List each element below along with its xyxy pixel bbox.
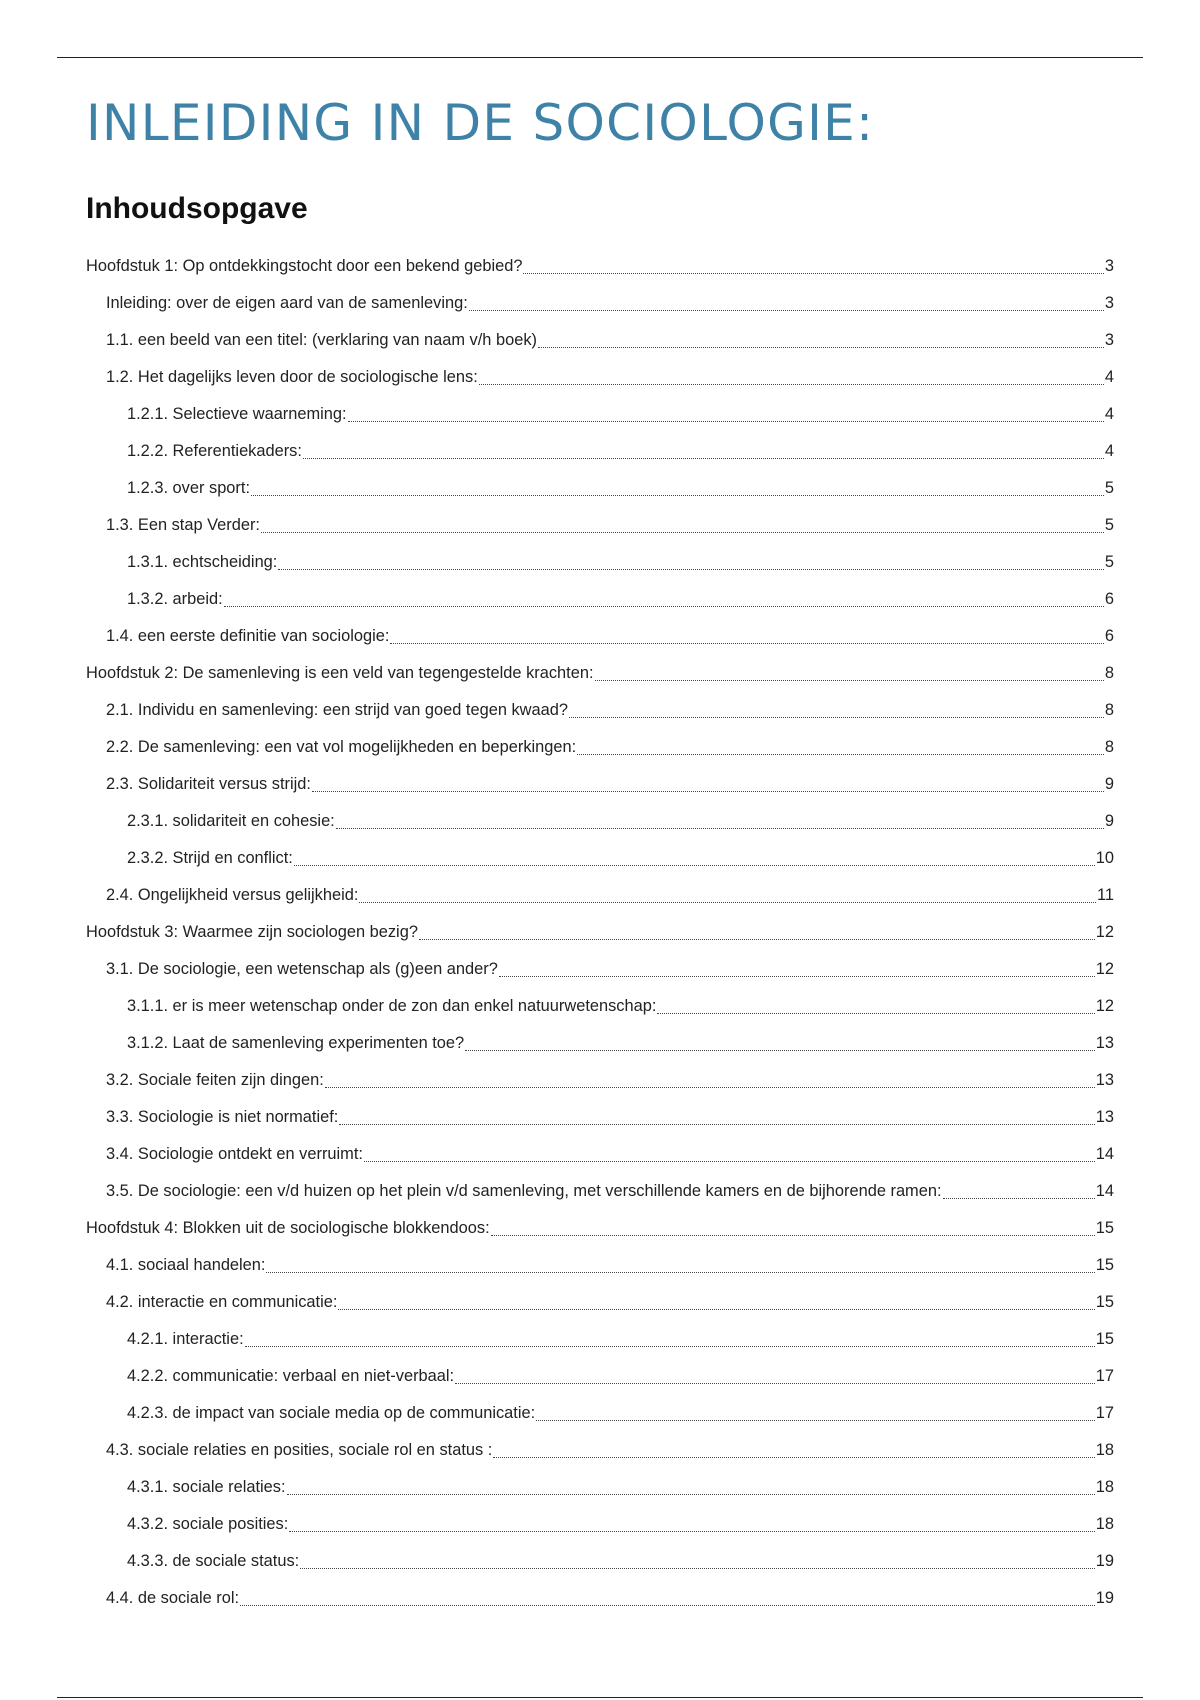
toc-entry[interactable] xyxy=(0,729,1200,766)
toc-entry-label: 4.2.2. communicatie: verbaal en niet-verbaal: xyxy=(127,1367,455,1385)
toc-entry[interactable] xyxy=(0,766,1200,803)
toc-entry-page-number: 10 xyxy=(1095,849,1114,867)
dot-leader xyxy=(595,680,1104,681)
toc-entry[interactable] xyxy=(0,1025,1200,1062)
toc-entry-label: 3.3. Sociologie is niet normatief: xyxy=(106,1108,339,1126)
toc-entry-label: Hoofdstuk 1: Op ontdekkingstocht door een bekend gebied? xyxy=(86,257,523,275)
toc-entry-page-number: 6 xyxy=(1104,590,1114,608)
dot-leader xyxy=(455,1383,1095,1384)
toc-entry-page-number: 15 xyxy=(1095,1219,1114,1237)
dot-leader xyxy=(359,902,1096,903)
toc-entry-label: 4.2.3. de impact van sociale media op de communicatie: xyxy=(127,1404,536,1422)
toc-entry-page-number: 13 xyxy=(1095,1034,1114,1052)
toc-entry-page-number: 19 xyxy=(1095,1589,1114,1607)
toc-entry-label: 4.2. interactie en communicatie: xyxy=(106,1293,338,1311)
dot-leader xyxy=(419,939,1095,940)
dot-leader xyxy=(325,1087,1095,1088)
dot-leader xyxy=(479,384,1104,385)
toc-entry[interactable] xyxy=(0,692,1200,729)
dot-leader xyxy=(339,1124,1094,1125)
toc-entry[interactable] xyxy=(0,396,1200,433)
toc-entry-label: 1.1. een beeld van een titel: (verklaring van naam v/h boek) xyxy=(106,331,537,349)
toc-entry-label: 1.2.3. over sport: xyxy=(127,479,250,497)
toc-entry-label: 2.3.2. Strijd en conflict: xyxy=(127,849,293,867)
dot-leader xyxy=(338,1309,1094,1310)
toc-entry[interactable] xyxy=(0,581,1200,618)
toc-entry[interactable] xyxy=(0,1543,1200,1580)
toc-entry-label: 2.3. Solidariteit versus strijd: xyxy=(106,775,311,793)
dot-leader xyxy=(245,1346,1095,1347)
dot-leader xyxy=(390,643,1103,644)
dot-leader xyxy=(303,458,1104,459)
toc-entry-page-number: 13 xyxy=(1095,1071,1114,1089)
toc-entry-page-number: 12 xyxy=(1095,923,1114,941)
toc-entry[interactable] xyxy=(0,1210,1200,1247)
toc-entry-page-number: 5 xyxy=(1104,516,1114,534)
dot-leader xyxy=(261,532,1104,533)
toc-entry-page-number: 3 xyxy=(1104,257,1114,275)
toc-entry-page-number: 15 xyxy=(1095,1330,1114,1348)
toc-entry[interactable] xyxy=(0,1580,1200,1617)
toc-entry-label: 1.3. Een stap Verder: xyxy=(106,516,260,534)
toc-entry-page-number: 19 xyxy=(1095,1552,1114,1570)
toc-entry-page-number: 17 xyxy=(1095,1404,1114,1422)
dot-leader xyxy=(364,1161,1095,1162)
toc-entry-page-number: 18 xyxy=(1095,1478,1114,1496)
toc-entry-label: 1.2.1. Selectieve waarneming: xyxy=(127,405,347,423)
toc-entry-label: Hoofdstuk 4: Blokken uit de sociologische blokkendoos: xyxy=(86,1219,490,1237)
toc-entry[interactable] xyxy=(0,618,1200,655)
toc-entry-label: 2.3.1. solidariteit en cohesie: xyxy=(127,812,335,830)
toc-entry-label: 3.4. Sociologie ontdekt en verruimt: xyxy=(106,1145,363,1163)
toc-entry[interactable] xyxy=(0,803,1200,840)
toc-entry-label: Hoofdstuk 2: De samenleving is een veld van tegengestelde krachten: xyxy=(86,664,594,682)
toc-entry-page-number: 8 xyxy=(1104,738,1114,756)
toc-entry[interactable] xyxy=(0,433,1200,470)
toc-entry-label: 2.2. De samenleving: een vat vol mogelijkheden en beperkingen: xyxy=(106,738,577,756)
toc-entry-page-number: 5 xyxy=(1104,553,1114,571)
toc-entry-label: 4.1. sociaal handelen: xyxy=(106,1256,266,1274)
toc-entry[interactable] xyxy=(0,1432,1200,1469)
toc-entry[interactable] xyxy=(0,655,1200,692)
dot-leader xyxy=(493,1457,1094,1458)
dot-leader xyxy=(312,791,1104,792)
toc-entry[interactable] xyxy=(0,322,1200,359)
toc-entry-label: 1.4. een eerste definitie van sociologie: xyxy=(106,627,390,645)
toc-entry-page-number: 4 xyxy=(1104,405,1114,423)
toc-entry-page-number: 13 xyxy=(1095,1108,1114,1126)
toc-entry-page-number: 14 xyxy=(1095,1145,1114,1163)
dot-leader xyxy=(289,1531,1095,1532)
toc-entry[interactable] xyxy=(0,1062,1200,1099)
dot-leader xyxy=(499,976,1095,977)
toc-entry[interactable] xyxy=(0,507,1200,544)
toc-entry-label: 1.2.2. Referentiekaders: xyxy=(127,442,302,460)
toc-entry-label: 3.2. Sociale feiten zijn dingen: xyxy=(106,1071,324,1089)
dot-leader xyxy=(287,1494,1095,1495)
toc-entry-label: 4.3.2. sociale posities: xyxy=(127,1515,289,1533)
toc-entry-label: 4.4. de sociale rol: xyxy=(106,1589,240,1607)
toc-entry[interactable] xyxy=(0,1506,1200,1543)
table-of-contents xyxy=(0,248,1200,1617)
toc-entry[interactable] xyxy=(0,1321,1200,1358)
dot-leader xyxy=(657,1013,1094,1014)
toc-entry-page-number: 9 xyxy=(1104,812,1114,830)
toc-entry[interactable] xyxy=(0,1136,1200,1173)
toc-entry-page-number: 6 xyxy=(1104,627,1114,645)
toc-entry[interactable] xyxy=(0,914,1200,951)
toc-entry-label: 2.4. Ongelijkheid versus gelijkheid: xyxy=(106,886,359,904)
toc-entry-page-number: 14 xyxy=(1095,1182,1114,1200)
dot-leader xyxy=(536,1420,1095,1421)
dot-leader xyxy=(538,347,1104,348)
toc-entry[interactable] xyxy=(0,988,1200,1025)
dot-leader xyxy=(240,1605,1095,1606)
toc-entry[interactable] xyxy=(0,1284,1200,1321)
toc-entry[interactable] xyxy=(0,1358,1200,1395)
toc-entry[interactable] xyxy=(0,470,1200,507)
toc-entry-page-number: 9 xyxy=(1104,775,1114,793)
toc-entry[interactable] xyxy=(0,544,1200,581)
toc-entry-label: 4.3. sociale relaties en posities, sociale rol en status : xyxy=(106,1441,493,1459)
toc-entry-label: 1.3.1. echtscheiding: xyxy=(127,553,278,571)
header-rule xyxy=(57,57,1143,58)
dot-leader xyxy=(943,1198,1095,1199)
toc-entry-label: 3.1.2. Laat de samenleving experimenten toe? xyxy=(127,1034,465,1052)
dot-leader xyxy=(348,421,1104,422)
toc-entry-page-number: 18 xyxy=(1095,1515,1114,1533)
toc-entry-page-number: 18 xyxy=(1095,1441,1114,1459)
toc-entry-label: 3.1. De sociologie, een wetenschap als (g)een ander? xyxy=(106,960,498,978)
toc-entry-label: 3.1.1. er is meer wetenschap onder de zon dan enkel natuurwetenschap: xyxy=(127,997,657,1015)
toc-entry[interactable] xyxy=(0,1173,1200,1210)
toc-entry-page-number: 5 xyxy=(1104,479,1114,497)
dot-leader xyxy=(251,495,1104,496)
toc-entry-label: 4.2.1. interactie: xyxy=(127,1330,244,1348)
toc-entry[interactable] xyxy=(0,877,1200,914)
toc-entry[interactable] xyxy=(0,1469,1200,1506)
toc-entry[interactable] xyxy=(0,285,1200,322)
toc-entry[interactable] xyxy=(0,840,1200,877)
toc-entry-label: 1.3.2. arbeid: xyxy=(127,590,223,608)
toc-entry-page-number: 8 xyxy=(1104,701,1114,719)
toc-entry-page-number: 15 xyxy=(1095,1256,1114,1274)
dot-leader xyxy=(300,1568,1095,1569)
dot-leader xyxy=(569,717,1104,718)
toc-heading: Inhoudsopgave xyxy=(86,192,308,225)
toc-entry-page-number: 15 xyxy=(1095,1293,1114,1311)
toc-entry-page-number: 4 xyxy=(1104,442,1114,460)
dot-leader xyxy=(577,754,1104,755)
toc-entry[interactable] xyxy=(0,359,1200,396)
dot-leader xyxy=(294,865,1095,866)
dot-leader xyxy=(336,828,1104,829)
toc-entry-label: 4.3.1. sociale relaties: xyxy=(127,1478,286,1496)
toc-entry[interactable] xyxy=(0,248,1200,285)
toc-entry-page-number: 8 xyxy=(1104,664,1114,682)
dot-leader xyxy=(266,1272,1094,1273)
toc-entry[interactable] xyxy=(0,1247,1200,1284)
toc-entry[interactable] xyxy=(0,1099,1200,1136)
dot-leader xyxy=(491,1235,1095,1236)
dot-leader xyxy=(465,1050,1095,1051)
toc-entry-page-number: 12 xyxy=(1095,960,1114,978)
footer-rule xyxy=(57,1697,1143,1698)
toc-entry-label: 2.1. Individu en samenleving: een strijd van goed tegen kwaad? xyxy=(106,701,568,719)
toc-entry-label: Hoofdstuk 3: Waarmee zijn sociologen bezig? xyxy=(86,923,418,941)
dot-leader xyxy=(469,310,1104,311)
toc-entry-page-number: 3 xyxy=(1104,294,1114,312)
document-title: INLEIDING IN DE SOCIOLOGIE: xyxy=(86,94,875,152)
toc-entry-label: Inleiding: over de eigen aard van de samenleving: xyxy=(106,294,468,312)
toc-entry-label: 3.5. De sociologie: een v/d huizen op het plein v/d samenleving, met verschillende kamers en de bijhorende ramen: xyxy=(106,1182,942,1200)
dot-leader xyxy=(523,273,1103,274)
toc-entry[interactable] xyxy=(0,1395,1200,1432)
toc-entry-page-number: 4 xyxy=(1104,368,1114,386)
toc-entry[interactable] xyxy=(0,951,1200,988)
toc-entry-label: 4.3.3. de sociale status: xyxy=(127,1552,300,1570)
toc-entry-page-number: 3 xyxy=(1104,331,1114,349)
dot-leader xyxy=(278,569,1104,570)
toc-entry-page-number: 12 xyxy=(1095,997,1114,1015)
toc-entry-page-number: 17 xyxy=(1095,1367,1114,1385)
toc-entry-label: 1.2. Het dagelijks leven door de sociologische lens: xyxy=(106,368,478,386)
dot-leader xyxy=(224,606,1104,607)
toc-entry-page-number: 11 xyxy=(1096,886,1114,904)
